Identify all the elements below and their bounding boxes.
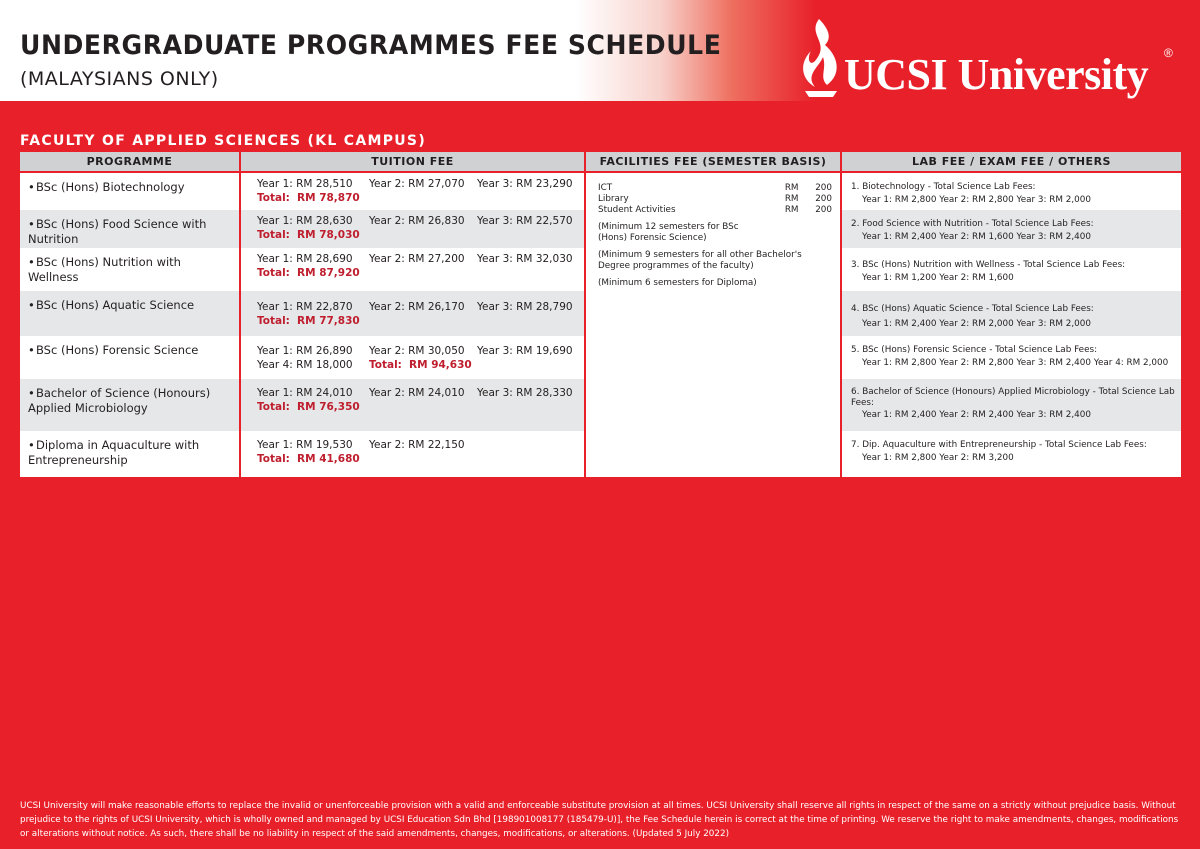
fee-table	[20, 152, 1181, 477]
programme-cell: •Diploma in Aquaculture with Entrepreneurship	[20, 431, 240, 477]
facility-note: (Minimum 12 semesters for BSc (Hons) Forensic Science)	[598, 222, 739, 243]
tuition-year-1: Year 1: RM 19,530	[257, 439, 353, 451]
page-subtitle: (MALAYSIANS ONLY)	[20, 68, 219, 90]
programme-name: BSc (Hons) Biotechnology	[36, 180, 185, 194]
lab-title: 2. Food Science with Nutrition - Total Science Lab Fees:	[851, 219, 1094, 229]
programme-name: Bachelor of Science (Honours) Applied Microbiology	[28, 386, 211, 415]
total-value: RM 78,870	[297, 192, 360, 204]
facility-note: (Minimum 9 semesters for all other Bachelor's Degree programmes of the faculty)	[598, 250, 802, 271]
total-value: RM 76,350	[297, 401, 360, 413]
page-title: UNDERGRADUATE PROGRAMMES FEE SCHEDULE	[20, 30, 722, 61]
tuition-year-3: Year 3: RM 32,030	[477, 253, 573, 265]
lab-cell	[841, 291, 1181, 336]
lab-cell	[841, 431, 1181, 477]
facility-item: ICT RM 200	[598, 183, 832, 193]
tuition-year-3: Year 3: RM 28,790	[477, 301, 573, 313]
total-label: Total:	[257, 229, 290, 241]
tuition-cell	[240, 172, 585, 210]
total-value: RM 87,920	[297, 267, 360, 279]
lab-title: 5. BSc (Hons) Forensic Science - Total Science Lab Fees:	[851, 345, 1098, 355]
tuition-year-1: Year 1: RM 26,890	[257, 345, 353, 357]
programme-name: Diploma in Aquaculture with Entrepreneurship	[28, 438, 200, 467]
header-band	[0, 0, 1200, 101]
lab-title: 4. BSc (Hons) Aquatic Science - Total Science Lab Fees:	[851, 304, 1094, 314]
tuition-year-3: Year 3: RM 28,330	[477, 387, 573, 399]
programme-cell: •BSc (Hons) Food Science with Nutrition	[20, 210, 240, 248]
lab-cell	[841, 336, 1181, 379]
tuition-year-3: Year 3: RM 23,290	[477, 178, 573, 190]
lab-detail: Year 1: RM 2,800 Year 2: RM 2,800 Year 3: RM 2,000	[862, 195, 1091, 205]
lab-detail: Year 1: RM 2,800 Year 2: RM 3,200	[862, 453, 1014, 463]
total-label: Total:	[257, 401, 290, 413]
lab-detail: Year 1: RM 2,400 Year 2: RM 1,600 Year 3: RM 2,400	[862, 232, 1091, 242]
tuition-year-1: Year 1: RM 22,870	[257, 301, 353, 313]
lab-title: 6. Bachelor of Science (Honours) Applied Microbiology - Total Science Lab Fees:	[851, 387, 1175, 408]
total-label: Total:	[369, 359, 402, 371]
facilities-cell	[585, 172, 841, 477]
tuition-year-2: Year 2: RM 26,170	[369, 301, 465, 313]
total-label: Total:	[257, 192, 290, 204]
disclaimer-footnote: UCSI University will make reasonable efforts to replace the invalid or unenforceable provision with a valid and enforceable substitute provision at all times. UCSI University shall reserve all rights in respect of the same on a strictly without prejudice basis. Without prejudice to the rights of UCSI University, which is wholly owned and managed by UCSI Education Sdn Bhd [198901008177 (185479-U)], the Fee Schedule herein is correct at the time of printing. We reserve the right to make amendments, changes, modifications or alterations without notice. As such, there shall be no liability in respect of the said amendments, changes, modifications, or alterations. (Updated 5 July 2022)	[20, 801, 1179, 839]
lab-title: 3. BSc (Hons) Nutrition with Wellness - Total Science Lab Fees:	[851, 260, 1126, 270]
tuition-cell	[240, 431, 585, 477]
lab-detail: Year 1: RM 2,800 Year 2: RM 2,800 Year 3: RM 2,400 Year 4: RM 2,000	[862, 358, 1169, 368]
tuition-year-1: Year 1: RM 24,010	[257, 387, 353, 399]
lab-cell	[841, 210, 1181, 248]
lab-title: 7. Dip. Aquaculture with Entrepreneurship - Total Science Lab Fees:	[851, 440, 1147, 450]
total-value: RM 41,680	[297, 453, 360, 465]
programme-name: BSc (Hons) Forensic Science	[36, 343, 199, 357]
registered-mark: ®	[1164, 46, 1173, 60]
lab-title: 1. Biotechnology - Total Science Lab Fees:	[851, 182, 1036, 192]
lab-cell	[841, 248, 1181, 291]
total-value: RM 78,030	[297, 229, 360, 241]
facility-item: Library RM 200	[598, 194, 832, 204]
programme-name: BSc (Hons) Food Science with Nutrition	[28, 217, 207, 246]
lab-detail: Year 1: RM 2,400 Year 2: RM 2,000 Year 3: RM 2,000	[862, 319, 1091, 329]
tuition-year-2: Year 2: RM 26,830	[369, 215, 465, 227]
total-label: Total:	[257, 315, 290, 327]
tuition-year-1: Year 1: RM 28,690	[257, 253, 353, 265]
logo-text: UCSI University	[844, 50, 1149, 99]
facility-item: Student Activities RM 200	[598, 205, 832, 215]
tuition-cell	[240, 336, 585, 379]
lab-cell	[841, 172, 1181, 210]
tuition-year-2: Year 2: RM 27,070	[369, 178, 465, 190]
table-row	[20, 172, 1181, 210]
tuition-year-1: Year 1: RM 28,630	[257, 215, 353, 227]
lab-cell	[841, 379, 1181, 431]
tuition-year-3: Year 3: RM 19,690	[477, 345, 573, 357]
tuition-year-3: Year 3: RM 22,570	[477, 215, 573, 227]
table-header-row	[20, 152, 1181, 172]
programme-cell: •BSc (Hons) Forensic Science	[20, 336, 240, 379]
total-value: RM 94,630	[409, 359, 472, 371]
tuition-cell	[240, 248, 585, 291]
flame-icon	[797, 17, 845, 101]
tuition-year-2: Year 2: RM 22,150	[369, 439, 465, 451]
lab-detail: Year 1: RM 1,200 Year 2: RM 1,600	[862, 273, 1014, 283]
total-label: Total:	[257, 453, 290, 465]
tuition-year-2: Year 2: RM 30,050	[369, 345, 465, 357]
tuition-cell	[240, 379, 585, 431]
tuition-year-1: Year 1: RM 28,510	[257, 178, 353, 190]
programme-cell: •BSc (Hons) Biotechnology	[20, 172, 240, 210]
col-header-facilities: FACILITIES FEE (SEMESTER BASIS)	[585, 152, 841, 172]
programme-cell: •Bachelor of Science (Honours) Applied Microbiology	[20, 379, 240, 431]
faculty-heading: FACULTY OF APPLIED SCIENCES (KL CAMPUS)	[20, 133, 427, 149]
ucsi-logo	[797, 17, 1187, 101]
col-header-programme: PROGRAMME	[20, 152, 240, 172]
total-label: Total:	[257, 267, 290, 279]
tuition-cell	[240, 291, 585, 336]
tuition-year-2: Year 2: RM 27,200	[369, 253, 465, 265]
lab-detail: Year 1: RM 2,400 Year 2: RM 2,400 Year 3: RM 2,400	[862, 410, 1091, 420]
tuition-cell	[240, 210, 585, 248]
tuition-year-4: Year 4: RM 18,000	[257, 359, 353, 371]
facility-note: (Minimum 6 semesters for Diploma)	[598, 278, 757, 288]
total-value: RM 77,830	[297, 315, 360, 327]
tuition-year-2: Year 2: RM 24,010	[369, 387, 465, 399]
col-header-tuition: TUITION FEE	[240, 152, 585, 172]
programme-cell: •BSc (Hons) Aquatic Science	[20, 291, 240, 336]
col-header-lab: LAB FEE / EXAM FEE / OTHERS	[841, 152, 1181, 172]
programme-name: BSc (Hons) Nutrition with Wellness	[28, 255, 181, 284]
programme-name: BSc (Hons) Aquatic Science	[36, 298, 195, 312]
programme-cell: •BSc (Hons) Nutrition with Wellness	[20, 248, 240, 291]
